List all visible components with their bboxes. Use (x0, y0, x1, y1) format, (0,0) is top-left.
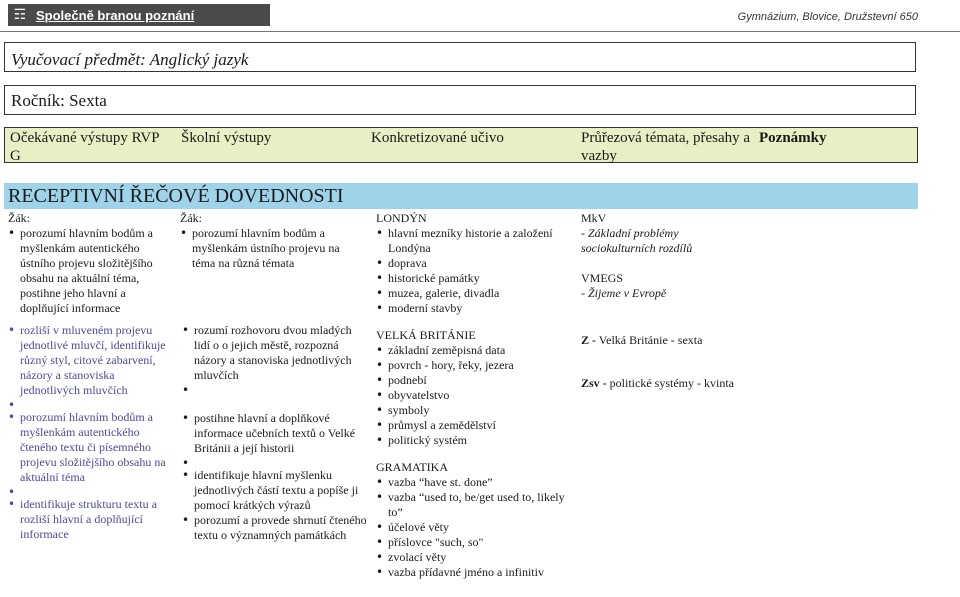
list-item: • povrch - hory, řeky, jezera (376, 358, 566, 373)
row1-col4-vmegs-text: - Žijeme v Evropě (581, 286, 667, 300)
row1-curriculum (376, 211, 566, 316)
list-item: • zvolací věty (376, 550, 566, 565)
header-cross-topics: Průřezová témata, přesahy a vazby (581, 130, 751, 164)
list-item: • identifikuje hlavní myšlenku jednotlivých částí textu a popíše ji pomocí krátkých výrazů (182, 468, 367, 513)
section-title-text: RECEPTIVNÍ ŘEČOVÉ DOVEDNOSTI (8, 185, 344, 207)
list-item: • rozumí rozhovoru dvou mladých lidí o o jejich městě, rozpozná názory a stanoviska jednotlivých mluvčích (182, 323, 367, 383)
list-item: • porozumí a provede shrnutí čteného textu o významných památkách (182, 513, 367, 543)
header-rule (0, 31, 960, 32)
list-item: • politický systém (376, 433, 566, 448)
list-item: • postihne hlavní a doplňkové informace učebních textů o Velké Británii a její historii (182, 411, 367, 456)
list-item: • rozliší v mluveném projevu jednotlivé mluvčí, identifikuje různý styl, citové zabarvení, názory a stanoviska jednotlivých mluvčích (8, 323, 168, 398)
row1-col2-head: Žák: (180, 211, 202, 225)
row2-school-outcomes (182, 323, 367, 543)
cross-topic-z (581, 333, 761, 348)
list-item: • příslovce "such, so" (376, 535, 566, 550)
cross-topic-zsv (581, 376, 761, 391)
list-item: • moderní stavby (376, 301, 566, 316)
row1-col4-mkv-head: MkV (581, 211, 607, 225)
row1-col3-head: LONDÝN (376, 211, 427, 225)
list-item: • identifikuje strukturu textu a rozliší hlavní a doplňující informace (8, 497, 168, 542)
list-item: • porozumí hlavním bodům a myšlenkám autentického čteného textu či písemného projevu složitějšího obsahu na aktuální téma (8, 410, 168, 485)
cross-topic-zsv-text: politické systémy - kvinta (609, 376, 734, 390)
subject-label: Vyučovací předmět: Anglický jazyk (4, 42, 916, 72)
list-item: • vazba přídavné jméno a infinitiv (376, 565, 566, 580)
list-item: • podnebí (376, 373, 566, 388)
list-item: • doprava (376, 256, 566, 271)
row2-curriculum (376, 328, 566, 580)
row2-col3-uk-head: VELKÁ BRITÁNIE (376, 328, 476, 342)
list-item: • porozumí hlavním bodům a myšlenkám autentického ústního projevu složitějšího obsahu na aktuální téma, postihne jeho hlavní a doplňující informace (8, 226, 163, 316)
row2-col3-grammar-head: GRAMATIKA (376, 460, 448, 474)
table-header (4, 127, 918, 163)
list-item: • vazba “used to, be/get used to, likely to” (376, 490, 566, 520)
row2-cross-topics (581, 333, 761, 391)
logo (8, 4, 270, 26)
header-school-outcomes: Školní výstupy (181, 130, 272, 146)
section-title (4, 183, 918, 209)
list-item: • muzea, galerie, divadla (376, 286, 566, 301)
row2-expected-outcomes (8, 323, 168, 542)
top-bar (0, 0, 960, 30)
cross-topic-z-text: Velká Británie - sexta (598, 333, 703, 347)
cross-topic-zsv-prefix: Zsv - (581, 376, 607, 390)
list-item: • základní zeměpisná data (376, 343, 566, 358)
list-item: • obyvatelstvo (376, 388, 566, 403)
list-item: • historické památky (376, 271, 566, 286)
list-item: • průmysl a zemědělství (376, 418, 566, 433)
row1-cross-topics (581, 211, 746, 301)
school-name: Gymnázium, Blovice, Družstevní 650 (737, 11, 918, 23)
list-item: • symboly (376, 403, 566, 418)
header-curriculum: Konkretizované učivo (371, 130, 504, 146)
cross-topic-z-prefix: Z - (581, 333, 596, 347)
row1-col4-mkv-text: - Základní problémy sociokulturních rozdílů (581, 226, 693, 255)
list-item: • účelové věty (376, 520, 566, 535)
gate-icon: ☶ (13, 7, 27, 23)
header-notes: Poznámky (759, 130, 827, 146)
list-item: • vazba “have st. done” (376, 475, 566, 490)
row1-expected-outcomes (8, 211, 163, 316)
grade-label: Ročník: Sexta (4, 85, 916, 115)
list-item: • hlavní mezníky historie a založení Londýna (376, 226, 566, 256)
row1-col1-head: Žák: (8, 211, 30, 225)
header-expected-outcomes: Očekávané výstupy RVP G (10, 130, 160, 164)
row1-school-outcomes (180, 211, 355, 271)
list-item: • porozumí hlavním bodům a myšlenkám ústního projevu na téma na různá témata (180, 226, 355, 271)
row1-col4-vmegs-head: VMEGS (581, 271, 624, 285)
logo-text: Společně branou poznání (36, 7, 195, 23)
